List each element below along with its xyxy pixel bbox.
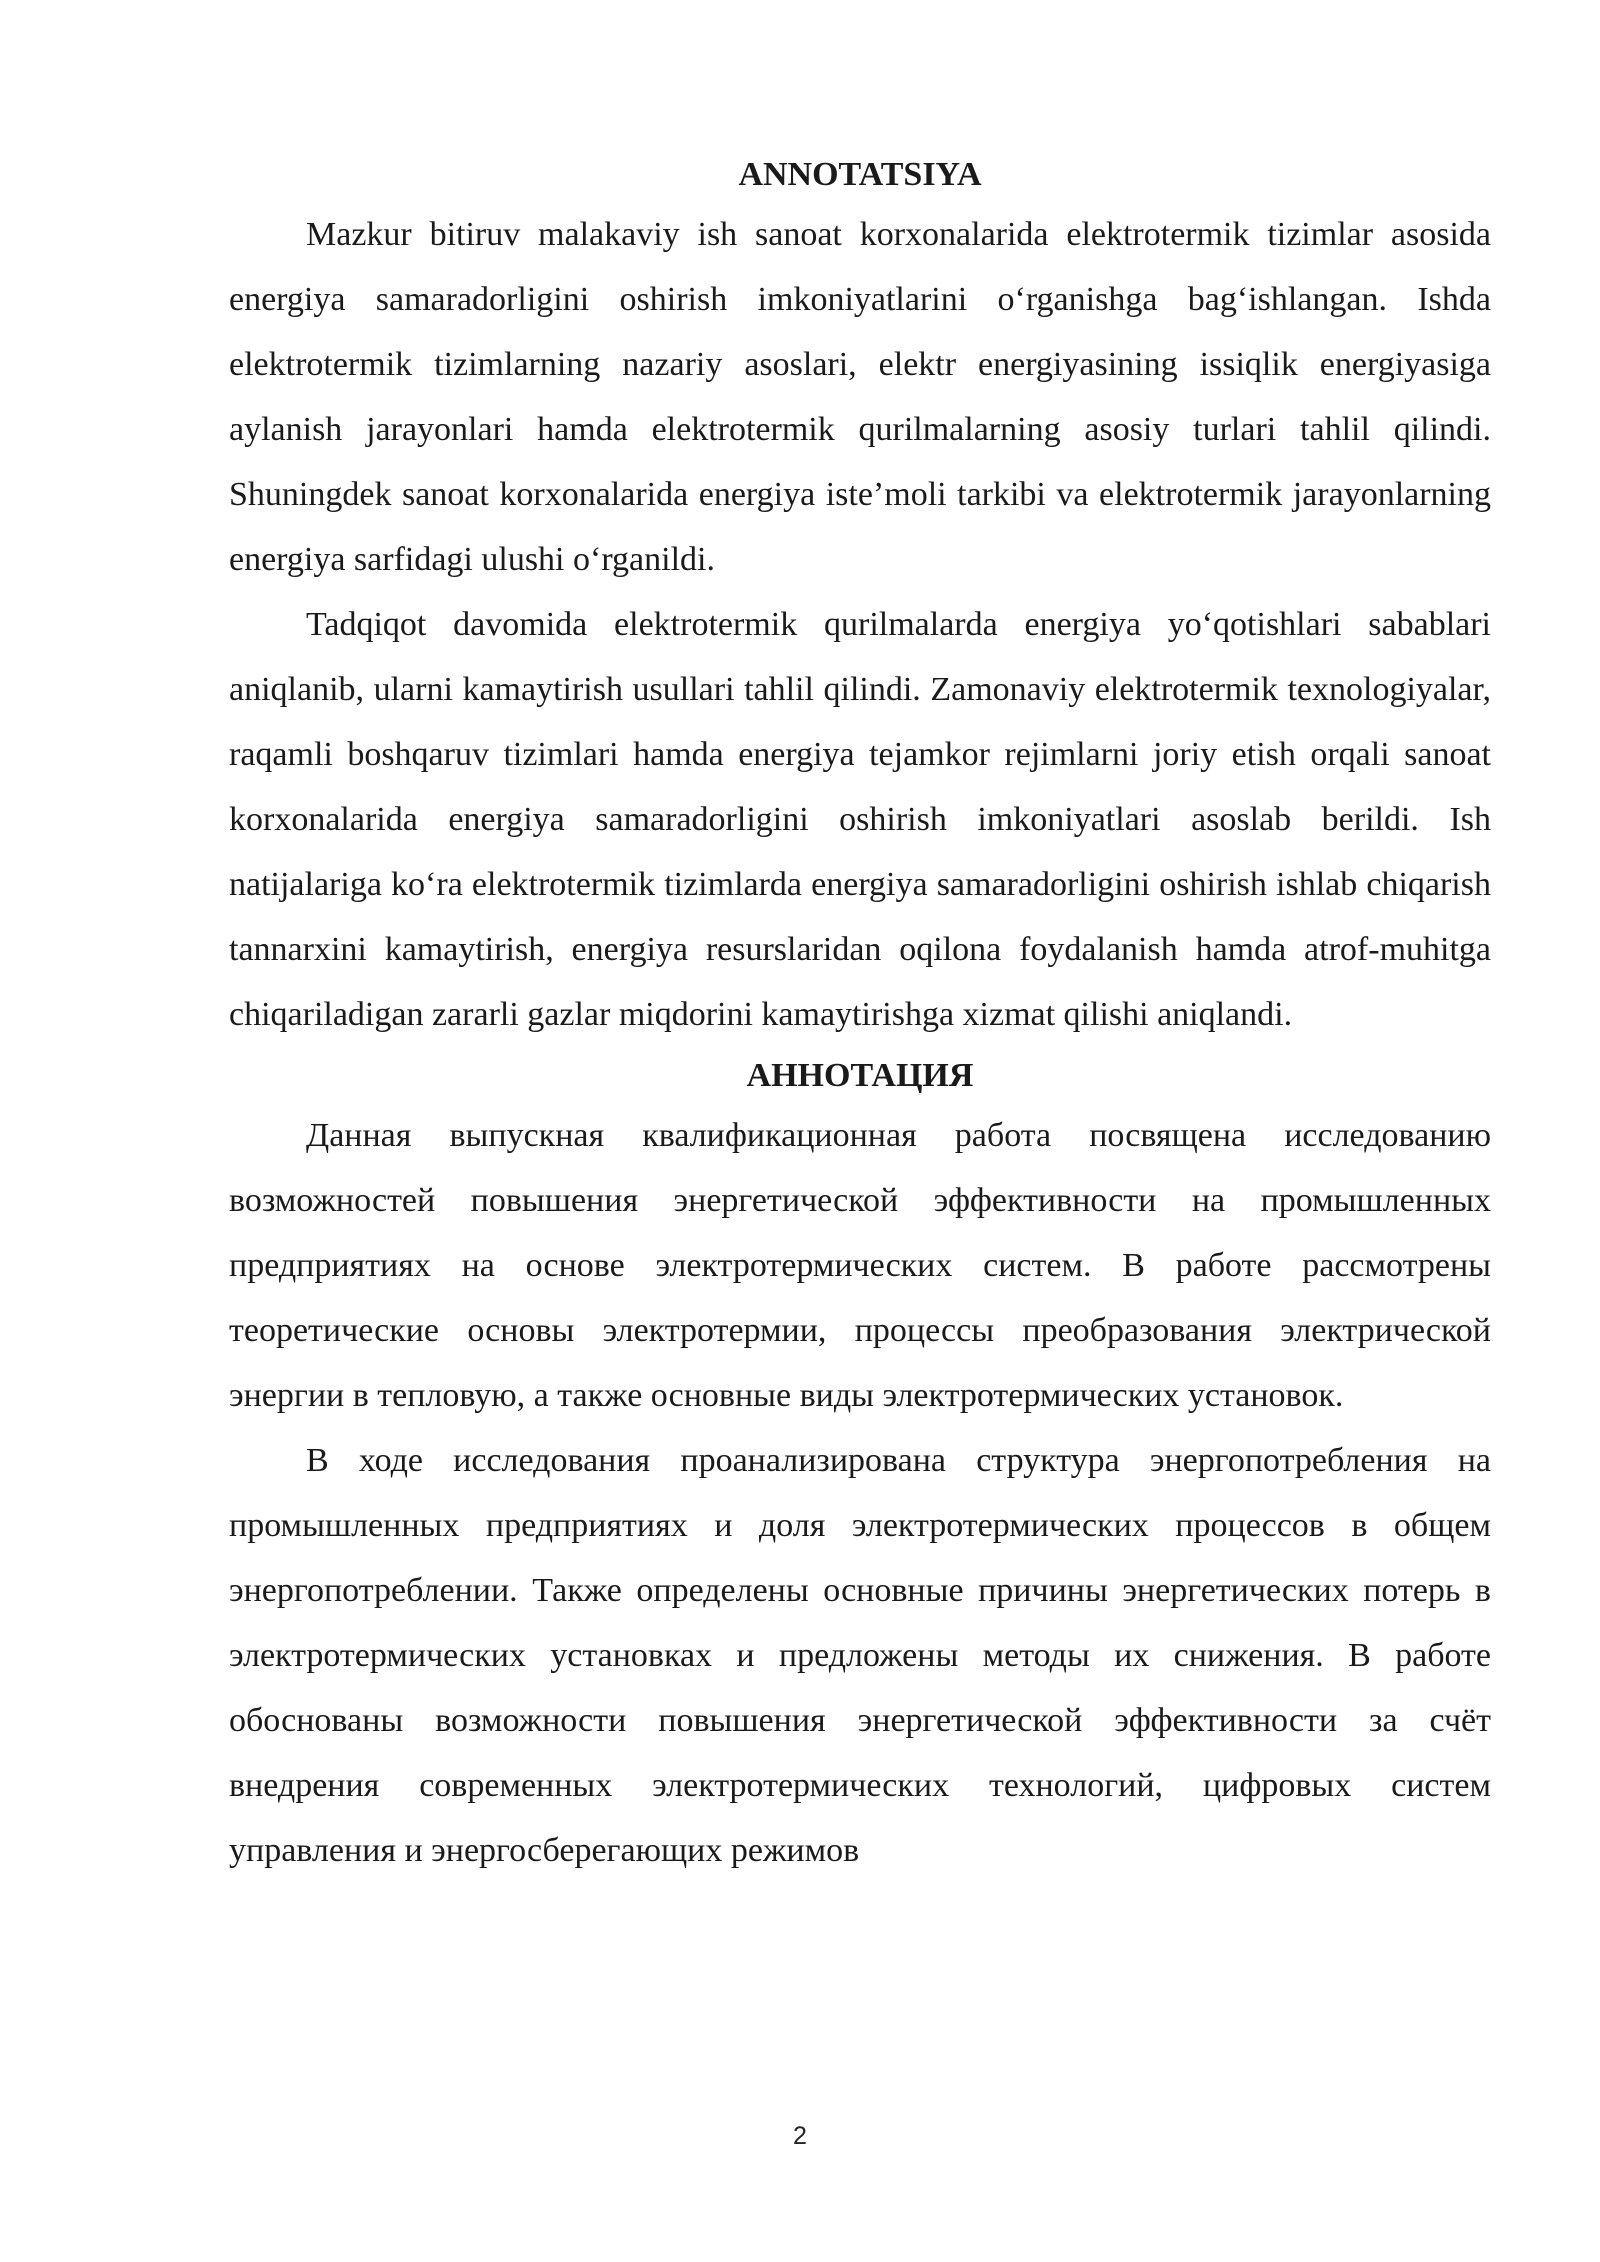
annotation-ru-title: АННОТАЦИЯ	[746, 1057, 974, 1094]
annotation-uz-paragraph-2: Tadqiqot davomida elektrotermik qurilmalarda energiya yo‘qotishlari sabablari aniqlanib, ularni kamaytirish usullari tahlil qilindi. Zamonaviy elektrotermik texnologiyalar, raqamli boshqaruv tizimlari hamda energiya tejamkor rejimlarni joriy etish orqali sanoat korxonalarida energiya samaradorligini oshirish imkoniyatlari asoslab berildi. Ish natijalariga ko‘ra elektrotermik tizimlarda energiya samaradorligini oshirish ishlab chiqarish tannarxini kamaytirish, energiya resurslaridan oqilona foydalanish hamda atrof-muhitga chiqariladigan zararli gazlar miqdorini kamaytirishga xizmat qilishi aniqlandi.	[229, 606, 1491, 1033]
annotation-uz-title: ANNOTATSIYA	[738, 156, 982, 193]
annotation-ru-paragraph-1: Данная выпускная квалификационная работа посвящена исследованию возможностей повышения энергетической эффективности на промышленных предприятиях на основе электротермических систем. В работе рассмотрены теоретические основы электротермии, процессы преобразования электрической энергии в тепловую, а также основные виды электротермических установок.	[229, 1117, 1491, 1414]
annotation-ru-paragraph-2: В ходе исследования проанализирована структура энергопотребления на промышленных предприятиях и доля электротермических процессов в общем энергопотреблении. Также определены основные причины энергетических потерь в электротермических установках и предложены методы их снижения. В работе обоснованы возможности повышения энергетической эффективности за счёт внедрения современных электротермических технологий, цифровых систем управления и энергосберегающих режимов	[229, 1442, 1491, 1869]
annotation-uz-paragraph-1: Mazkur bitiruv malakaviy ish sanoat korxonalarida elektrotermik tizimlar asosida energiya samaradorligini oshirish imkoniyatlarini o‘rganishga bag‘ishlangan. Ishda elektrotermik tizimlarning nazariy asoslari, elektr energiyasining issiqlik energiyasiga aylanish jarayonlari hamda elektrotermik qurilmalarning asosiy turlari tahlil qilindi. Shuningdek sanoat korxonalarida energiya iste’moli tarkibi va elektrotermik jarayonlarning energiya sarfidagi ulushi o‘rganildi.	[229, 216, 1491, 578]
page-content	[229, 148, 1491, 1883]
page-number: 2	[793, 2122, 807, 2150]
